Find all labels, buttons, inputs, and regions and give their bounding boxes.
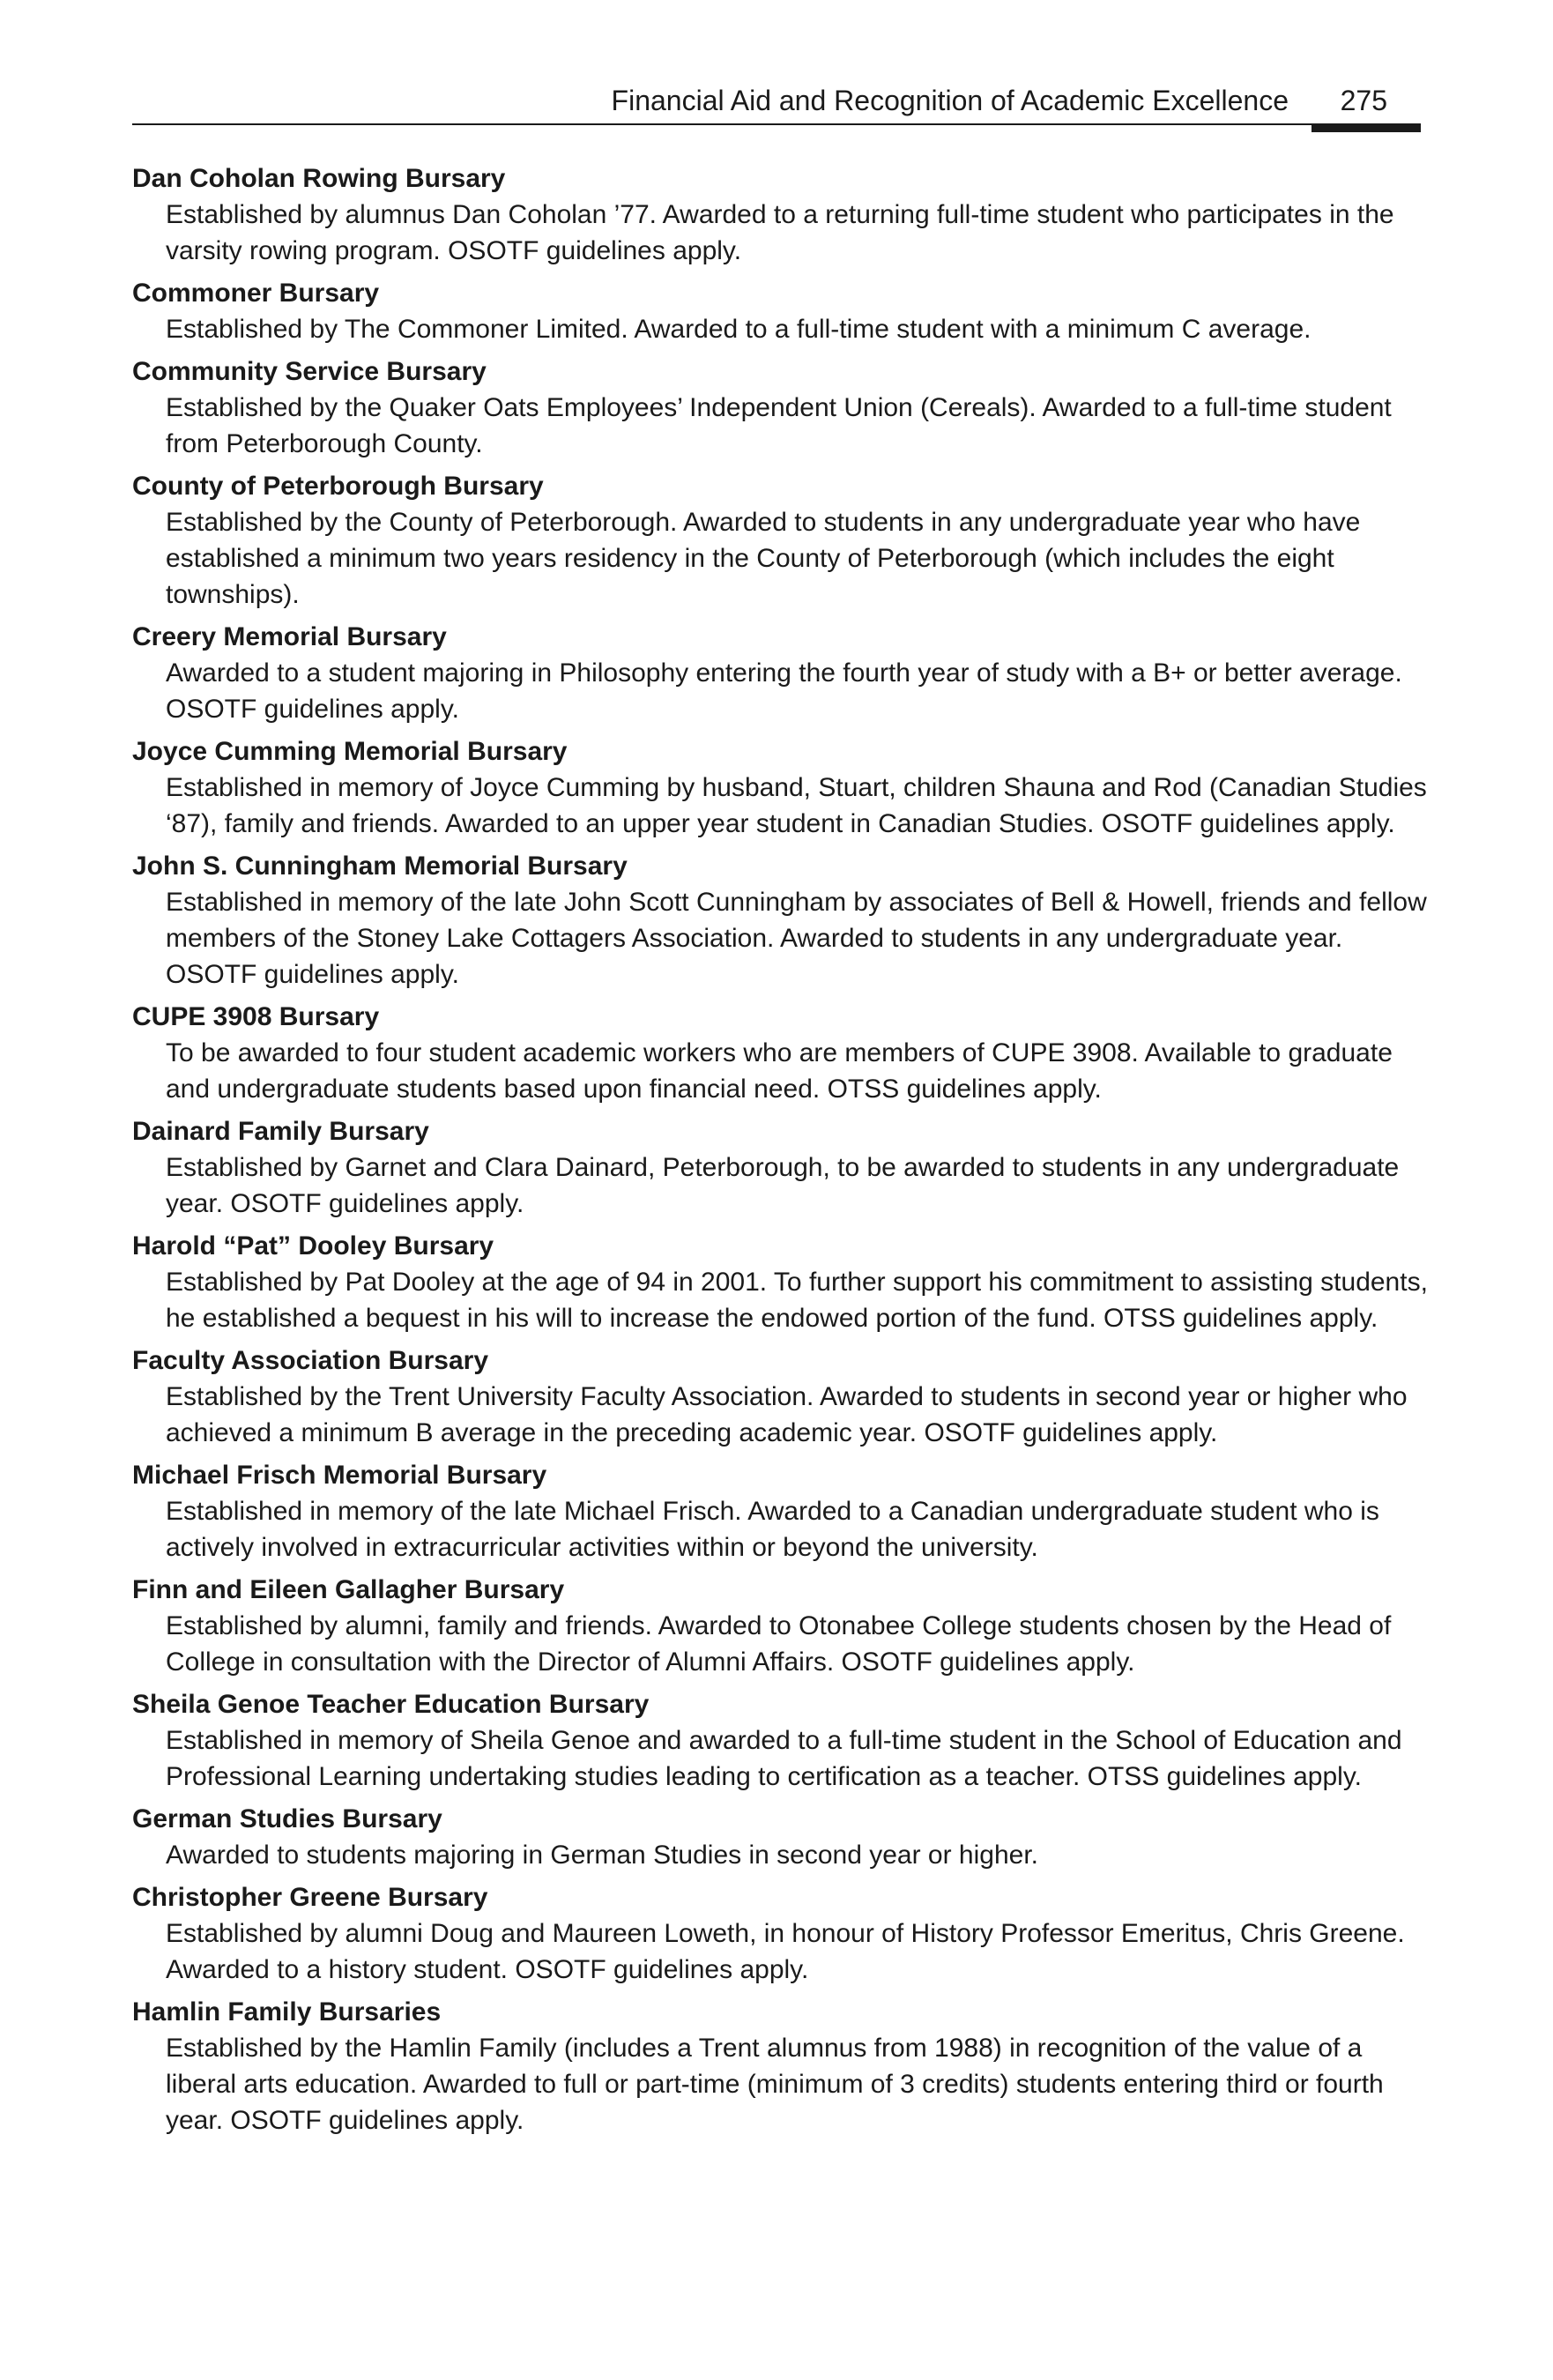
bursary-list — [132, 160, 1428, 2145]
bursary-description: To be awarded to four student academic workers who are members of CUPE 3908. Available to graduate and undergraduate students based upon financial need. OTSS guidelines apply. — [166, 1038, 1393, 1104]
bursary-title: Christopher Greene Bursary — [132, 1883, 488, 1912]
bursary-entry — [132, 1457, 1428, 1566]
bursary-description: Established by The Commoner Limited. Awarded to a full-time student with a minimum C average. — [166, 315, 1312, 344]
bursary-title: Joyce Cumming Memorial Bursary — [132, 737, 568, 766]
bursary-entry — [132, 1879, 1428, 1988]
bursary-title: Dainard Family Bursary — [132, 1117, 429, 1146]
bursary-title: CUPE 3908 Bursary — [132, 1002, 380, 1031]
bursary-description: Established by alumnus Dan Coholan ’77. Awarded to a returning full-time student who participates in the varsity rowing program. OSOTF guidelines apply. — [166, 200, 1394, 265]
bursary-description: Established in memory of Sheila Genoe and awarded to a full-time student in the School of Education and Professional Learning undertaking studies leading to certification as a teacher. OTSS guidelines apply. — [166, 1726, 1402, 1791]
bursary-entry — [132, 160, 1428, 269]
bursary-description: Awarded to a student majoring in Philosophy entering the fourth year of study with a B+ or better average. OSOTF guidelines apply. — [166, 658, 1402, 724]
bursary-title: John S. Cunningham Memorial Bursary — [132, 852, 628, 881]
header-rule — [132, 123, 1421, 125]
bursary-entry — [132, 468, 1428, 613]
bursary-description: Established by the Trent University Faculty Association. Awarded to students in second year or higher who achieved a minimum B average in the preceding academic year. OSOTF guidelines apply. — [166, 1382, 1408, 1447]
bursary-entry — [132, 619, 1428, 727]
bursary-title: Dan Coholan Rowing Bursary — [132, 164, 506, 193]
bursary-description: Established by alumni, family and friends. Awarded to Otonabee College students chosen by the Head of College in consultation with the Director of Alumni Affairs. OSOTF guidelines apply. — [166, 1611, 1392, 1677]
bursary-entry — [132, 733, 1428, 842]
bursary-entry — [132, 1686, 1428, 1795]
bursary-entry — [132, 1342, 1428, 1451]
bursary-entry — [132, 1801, 1428, 1873]
bursary-title: German Studies Bursary — [132, 1804, 442, 1833]
bursary-description: Established by the Hamlin Family (includes a Trent alumnus from 1988) in recognition of the value of a liberal arts education. Awarded to full or part-time (minimum of 3 credits) students entering third or fourth year. OSOTF guidelines apply. — [166, 2034, 1384, 2135]
bursary-description: Established by alumni Doug and Maureen Loweth, in honour of History Professor Emeritus, Chris Greene. Awarded to a history student. OSOTF guidelines apply. — [166, 1919, 1405, 1984]
bursary-entry — [132, 275, 1428, 347]
bursary-title: Hamlin Family Bursaries — [132, 1997, 442, 2027]
bursary-title: Creery Memorial Bursary — [132, 622, 447, 651]
bursary-title: Sheila Genoe Teacher Education Bursary — [132, 1690, 650, 1719]
bursary-description: Established by the Quaker Oats Employees’ Independent Union (Cereals). Awarded to a full-time student from Peterborough County. — [166, 393, 1392, 458]
bursary-title: Harold “Pat” Dooley Bursary — [132, 1231, 494, 1261]
page-number: 275 — [1340, 85, 1387, 116]
bursary-entry — [132, 353, 1428, 462]
bursary-title: Commoner Bursary — [132, 279, 380, 308]
running-header-title: Financial Aid and Recognition of Academic Excellence — [611, 85, 1289, 116]
bursary-description: Established by the County of Peterborough. Awarded to students in any undergraduate year who have established a minimum two years residency in the County of Peterborough (which includes the eight townships). — [166, 508, 1361, 609]
bursary-title: County of Peterborough Bursary — [132, 472, 544, 501]
bursary-description: Established by Pat Dooley at the age of 94 in 2001. To further support his commitment to assisting students, he established a bequest in his will to increase the endowed portion of the fund. OTSS guidelines apply. — [166, 1268, 1428, 1333]
page-header — [132, 78, 1421, 132]
bursary-description: Established in memory of the late Michael Frisch. Awarded to a Canadian undergraduate student who is actively involved in extracurricular activities within or beyond the university. — [166, 1497, 1379, 1562]
bursary-entry — [132, 848, 1428, 993]
bursary-title: Faculty Association Bursary — [132, 1346, 489, 1375]
bursary-description: Awarded to students majoring in German Studies in second year or higher. — [166, 1841, 1038, 1870]
bursary-entry — [132, 1113, 1428, 1222]
bursary-entry — [132, 999, 1428, 1107]
bursary-title: Michael Frisch Memorial Bursary — [132, 1461, 547, 1490]
bursary-entry — [132, 1994, 1428, 2138]
bursary-title: Community Service Bursary — [132, 357, 487, 386]
bursary-entry — [132, 1572, 1428, 1680]
bursary-title: Finn and Eileen Gallagher Bursary — [132, 1575, 565, 1604]
bursary-description: Established in memory of the late John Scott Cunningham by associates of Bell & Howell, friends and fellow members of the Stoney Lake Cottagers Association. Awarded to students in any undergraduate year. OSOTF guidelines apply. — [166, 888, 1427, 989]
header-tab-marker — [1312, 123, 1421, 132]
bursary-description: Established by Garnet and Clara Dainard, Peterborough, to be awarded to students in any undergraduate year. OSOTF guidelines apply. — [166, 1153, 1400, 1218]
bursary-entry — [132, 1228, 1428, 1336]
bursary-description: Established in memory of Joyce Cumming by husband, Stuart, children Shauna and Rod (Canadian Studies ‘87), family and friends. Awarded to an upper year student in Canadian Studies. OSOTF guidelines apply. — [166, 773, 1427, 838]
